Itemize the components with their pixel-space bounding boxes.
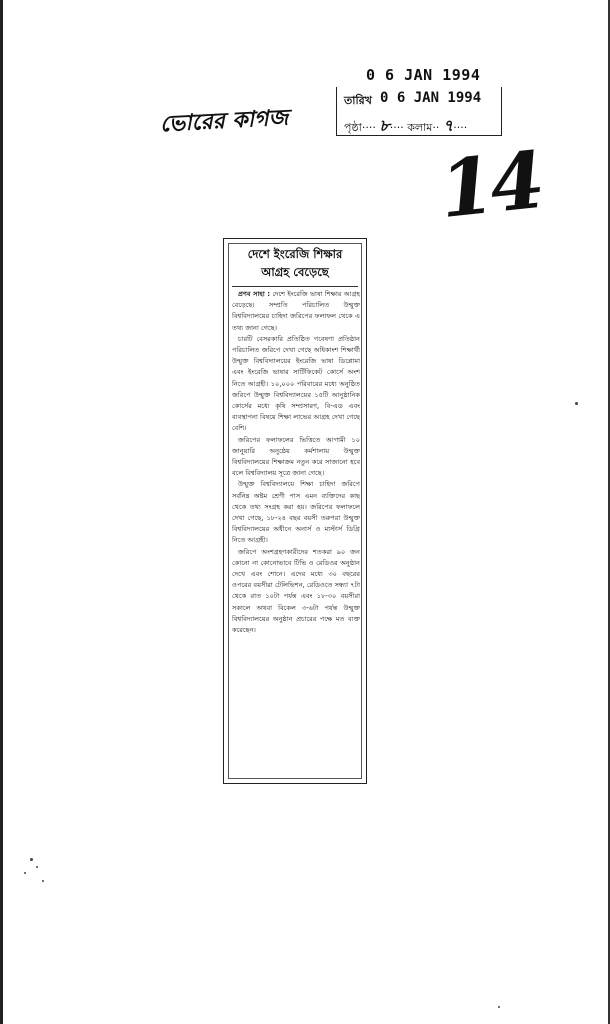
scan-speck: [24, 872, 26, 874]
handwritten-page-number: 14: [435, 134, 546, 237]
stamp-column-value: ৭: [442, 116, 454, 135]
scan-speck: [36, 866, 38, 868]
date-stamp-top: 0 6 JAN 1994: [366, 66, 481, 84]
article-paragraph-1: [232, 289, 360, 334]
scan-speck: [30, 858, 33, 861]
stamp-date-label: তারিখ: [344, 94, 372, 107]
article-byline: প্রণব সাহা :: [238, 290, 270, 298]
article-body: [232, 289, 360, 779]
article-paragraph-3: জরিপের ফলাফলের ভিত্তিতে আগামী ১০ জানুয়ারি অনুষ্ঠেয় কর্মশালায় উন্মুক্ত বিশ্ববিদ্যালয়ের শিক্ষাক্রম নতুন করে সাজানো হবে বলে বিশ্ববিদ্যালয় সূত্রে জানা গেছে।: [232, 435, 360, 478]
stamp-page-row: পৃষ্ঠা···· ৮···· কলাম·· ৭····: [344, 116, 468, 135]
page-edge-left: [0, 0, 3, 1024]
article-headline: [232, 245, 358, 281]
article-paragraph-2: চারটি বেসরকারি প্রতিষ্ঠিত গবেষণা প্রতিষ্ঠান পরিচালিত জরিপে দেখা গেছে অধিকাংশ শিক্ষার্থী উন্মুক্ত বিশ্ববিদ্যালয়ের ইংরেজি ভাষা ডিপ্লোমা এবং ইংরেজি ভাষার সার্টিফিকেট কোর্সে অংশ নিতে আগ্রহী। ১০,০০০ পরিবারের মধ্যে অনুষ্ঠিত জরিপে উন্মুক্ত বিশ্ববিদ্যালয়ের ১৫টি আনুষ্ঠানিক কোর্সের মধ্যে কৃষি সম্প্রসারণ, বি-এড এবং ব্যবস্থাপনা বিষয়ে শিক্ষা লাভের আগ্রহ দেখা গেছে বেশি।: [232, 334, 360, 433]
scan-speck: [42, 880, 44, 882]
headline-line-1: দেশে ইংরেজি শিক্ষার: [247, 247, 343, 261]
newspaper-name: ভোরের কাগজ: [159, 104, 289, 138]
article-paragraph-5: জরিপে অংশগ্রহণকারীদের শতকরা ৯০ জন কোনো না কোনোভাবে টিভি ও রেডিওর অনুষ্ঠান দেখে এবং শোনে। এদের মধ্যে ৩০ বছরের ওপরের বয়সীরা টেলিভিশন, রেডিওতে সন্ধ্যা ৭টা থেকে রাত ১০টা পর্যন্ত এবং ১৮-৩০ বয়সীরা সকালে অথবা বিকেল ৩-৬টা পর্যন্ত উন্মুক্ত বিশ্ববিদ্যালয়ের অনুষ্ঠান প্রচারের পক্ষে মত ব্যক্ত করেছেন।: [232, 547, 360, 635]
stamp-page-label: পৃষ্ঠা: [344, 121, 362, 134]
stamp-column-label: কলাম: [407, 121, 433, 134]
stamp-date: 0 6 JAN 1994: [380, 90, 482, 106]
article-paragraph-4: উন্মুক্ত বিশ্ববিদ্যালয়ে শিক্ষা চাহিদা জরিপে সর্বনিম্ন অষ্টম শ্রেণী পাস এমন ব্যক্তিদের কাছ থেকে তথ্য সংগ্রহ করা হয়। জরিপের ফলাফলে দেখা গেছে, ১৮-২৪ বছর বয়সী তরুণরা উন্মুক্ত বিশ্ববিদ্যালয়ের অধীনে অনার্স ও মাস্টার্স ডিগ্রি নিতে আগ্রহী।: [232, 480, 360, 545]
paragraph-1-text: দেশে ইংরেজি ভাষা শিক্ষার আগ্রহ বেড়েছে। সম্প্রতি পরিচালিত উন্মুক্ত বিশ্ববিদ্যালয়ের চাহিদা জরিপের ফলাফল থেকে এ তথ্য জানা গেছে।: [232, 290, 360, 332]
headline-divider: [232, 286, 358, 287]
headline-line-2: আগ্রহ বেড়েছে: [261, 265, 329, 279]
stamp-page-value: ৮: [379, 116, 390, 135]
scan-speck: [498, 1006, 500, 1008]
scan-speck: [575, 402, 578, 405]
